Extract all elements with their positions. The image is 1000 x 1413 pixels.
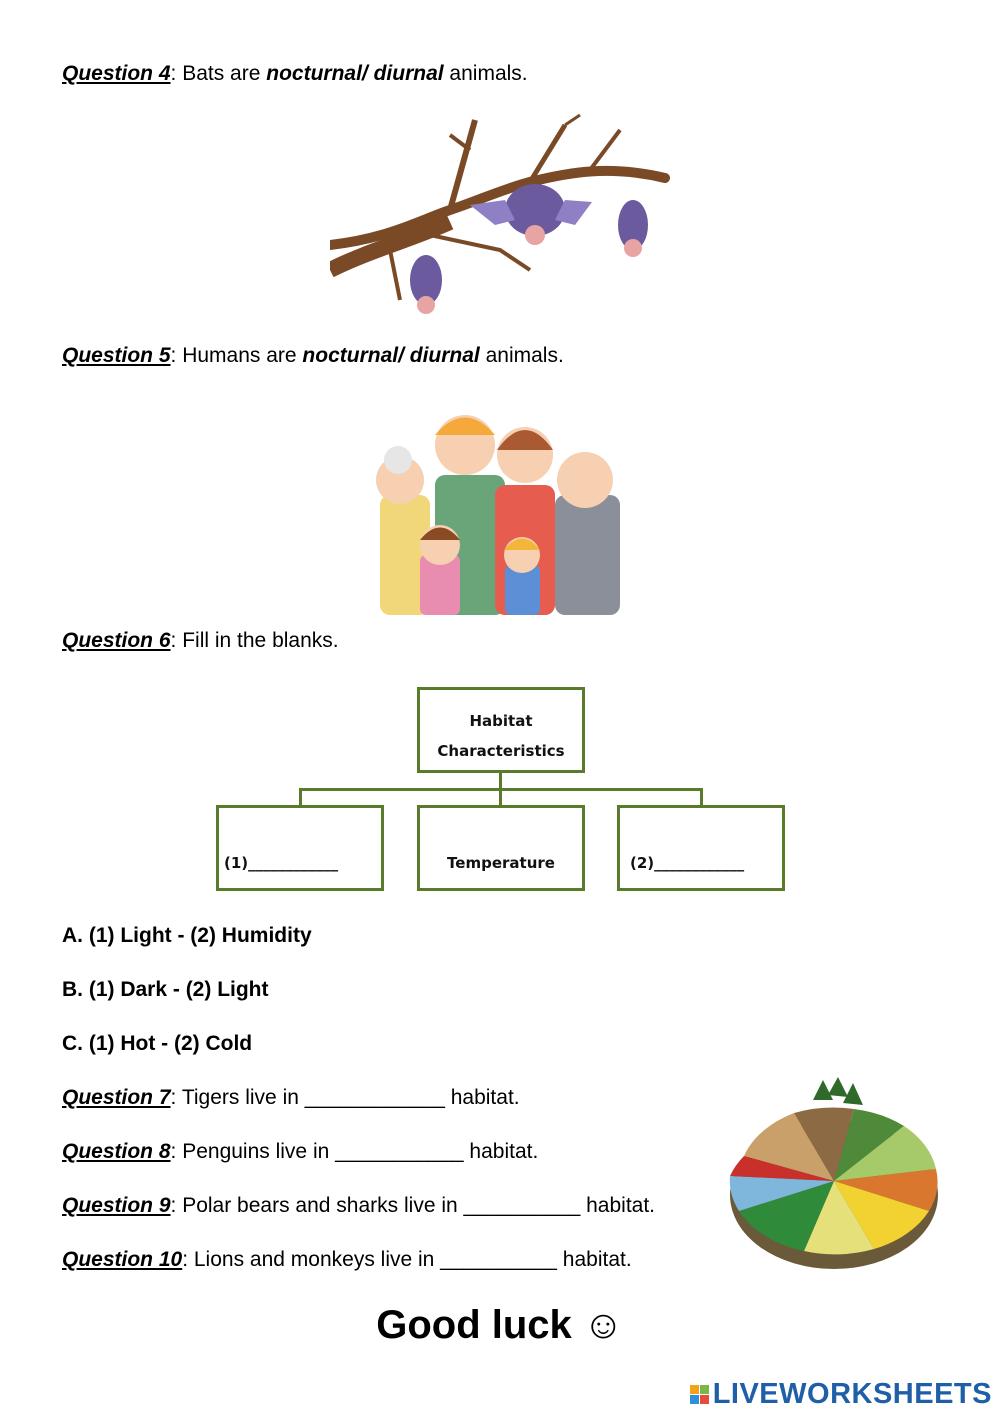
question-4-choices[interactable]: nocturnal/ diurnal bbox=[266, 62, 444, 85]
question-6 bbox=[62, 628, 339, 654]
diagram-right-blank[interactable]: (2)____________ bbox=[630, 854, 745, 872]
connector-right bbox=[700, 788, 703, 806]
question-5-text-pre: : Humans are bbox=[170, 344, 303, 367]
question-5-label: Question 5 bbox=[62, 344, 171, 367]
question-9-text: : Polar bears and sharks live in __________ habitat. bbox=[170, 1194, 656, 1217]
diagram-top-box bbox=[417, 687, 585, 773]
habitats-pie-illustration bbox=[728, 1075, 940, 1275]
family-illustration bbox=[360, 395, 630, 615]
question-8[interactable] bbox=[62, 1139, 538, 1165]
liveworksheets-logo bbox=[690, 1378, 992, 1411]
option-a[interactable]: A. (1) Light - (2) Humidity bbox=[62, 924, 312, 947]
question-5-text-post: animals. bbox=[479, 344, 564, 367]
question-10[interactable] bbox=[62, 1247, 632, 1273]
logo-mark-icon bbox=[690, 1385, 709, 1404]
closing-text: Good luck ☺ bbox=[376, 1303, 624, 1347]
question-6-label: Question 6 bbox=[62, 629, 171, 652]
diagram-top-line2: Characteristics bbox=[437, 742, 565, 760]
question-4 bbox=[62, 61, 528, 87]
question-10-text: : Lions and monkeys live in __________ habitat. bbox=[182, 1248, 632, 1271]
question-4-text-post: animals. bbox=[443, 62, 528, 85]
connector-left bbox=[299, 788, 302, 806]
connector-horizontal bbox=[299, 788, 703, 791]
question-9-label: Question 9 bbox=[62, 1194, 171, 1217]
option-b[interactable]: B. (1) Dark - (2) Light bbox=[62, 978, 269, 1001]
option-c[interactable]: C. (1) Hot - (2) Cold bbox=[62, 1032, 253, 1055]
question-4-label: Question 4 bbox=[62, 62, 171, 85]
diagram-left-blank[interactable]: (1)____________ bbox=[224, 854, 339, 872]
question-4-text-pre: : Bats are bbox=[170, 62, 267, 85]
question-10-label: Question 10 bbox=[62, 1248, 183, 1271]
question-6-text: : Fill in the blanks. bbox=[170, 629, 339, 652]
bats-illustration bbox=[330, 110, 670, 325]
diagram-right-box bbox=[617, 805, 785, 891]
question-7-text: : Tigers live in ____________ habitat. bbox=[170, 1086, 520, 1109]
question-5-choices[interactable]: nocturnal/ diurnal bbox=[302, 344, 480, 367]
question-8-label: Question 8 bbox=[62, 1140, 171, 1163]
diagram-top-line1: Habitat bbox=[469, 712, 533, 730]
logo-text: LIVEWORKSHEETS bbox=[712, 1378, 992, 1410]
question-9[interactable] bbox=[62, 1193, 655, 1219]
question-8-text: : Penguins live in ___________ habitat. bbox=[170, 1140, 539, 1163]
diagram-middle-label: Temperature bbox=[447, 854, 555, 872]
diagram-middle-box bbox=[417, 805, 585, 891]
question-7[interactable] bbox=[62, 1085, 520, 1111]
diagram-left-box bbox=[216, 805, 384, 891]
question-5 bbox=[62, 343, 564, 369]
question-7-label: Question 7 bbox=[62, 1086, 171, 1109]
